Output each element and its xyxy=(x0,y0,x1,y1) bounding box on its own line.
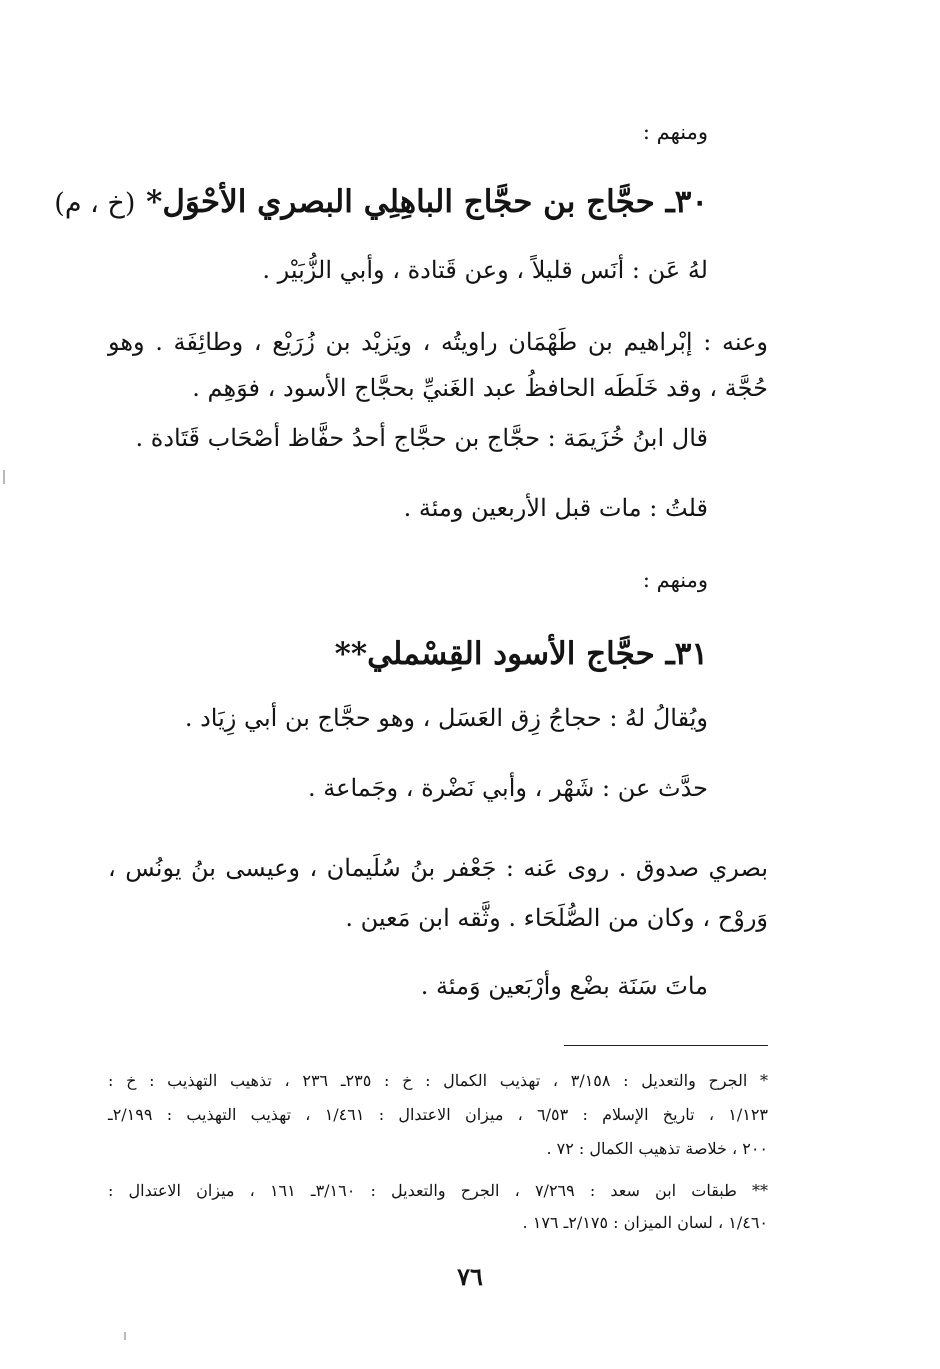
entry-text-line: قال ابنُ خُزَيمَة : حجَّاج بن حجَّاج أحدُ حفَّاظ أصْحَاب قَتَادة . xyxy=(135,424,708,452)
entry-intro: ومنهم : xyxy=(642,568,708,592)
entry-number: ٣١ـ xyxy=(665,636,708,672)
footnote-line: ** طبقات ابن سعد : ٧/٢٦٩ ، الجرح والتعديل : ٣/١٦٠ـ ١٦١ ، ميزان الاعتدال : xyxy=(108,1181,768,1200)
entry-number: ٣٠ـ xyxy=(665,184,708,220)
entry-intro: ومنهم : xyxy=(642,120,708,144)
entry-name: حجَّاج الأسود القِسْملي** xyxy=(334,636,655,672)
entry-text-line: لهُ عَن : أنَس قليلاً ، وعن قَتادة ، وأبي الزُّبَيْر . xyxy=(262,256,708,284)
footnote-line: ٢٠٠ ، خلاصة تذهيب الكمال : ٧٢ . xyxy=(546,1139,768,1158)
entry-sigla: (خ ، م) xyxy=(54,188,136,219)
scan-mark xyxy=(3,470,5,484)
footnote-line: ١/١٢٣ ، تاريخ الإسلام : ٦/٥٣ ، ميزان الاعتدال : ١/٤٦١ ، تهذيب التهذيب : ٢/١٩٩ـ xyxy=(108,1105,768,1124)
scan-mark xyxy=(124,1332,126,1340)
entry-text-line: حدَّث عن : شَهْر ، وأبي نَضْرة ، وجَماعة . xyxy=(308,774,708,802)
footnote-line: * الجرح والتعديل : ٣/١٥٨ ، تهذيب الكمال : خ : ٢٣٥ـ ٢٣٦ ، تذهيب التهذيب : خ : xyxy=(108,1071,769,1090)
entry-text-line: وَروْح ، وكان من الصُّلَحَاء . وثَّقه ابن مَعين . xyxy=(345,904,768,932)
entry-text-line: قلتُ : مات قبل الأربعين ومئة . xyxy=(403,494,708,522)
entry-text-line: وعنه : إبْراهيم بن طَهْمَان راويتُه ، ويَزيْد بن زُرَيْع ، وطائِفَة . وهو xyxy=(108,328,768,356)
entry-heading xyxy=(335,630,708,678)
footnote-divider xyxy=(564,1045,768,1046)
entry-text-line: بصري صدوق . روى عَنه : جَعْفر بنُ سُلَيمان ، وعيسى بنُ يونُس ، xyxy=(108,854,768,882)
page-number: ٧٦ xyxy=(457,1262,483,1291)
entry-heading xyxy=(54,178,708,228)
entry-text-line: حُجَّة ، وقد خَلَطَه الحافظُ عبد الغَنيِّ بحجَّاج الأسود ، فوَهِم . xyxy=(192,374,768,402)
entry-text-line: ويُقالُ لهُ : حجاجُ زِق العَسَل ، وهو حجَّاج بن أبي زِيَاد . xyxy=(184,704,708,732)
entry-text-line: ماتَ سَنَة بضْع وأرْبَعين وَمئة . xyxy=(420,972,708,1000)
footnote-line: ١/٤٦٠ ، لسان الميزان : ٢/١٧٥ـ ١٧٦ . xyxy=(522,1213,768,1232)
entry-name: حجَّاج بن حجَّاج الباهِلِي البصري الأحْوَل* xyxy=(146,184,655,220)
